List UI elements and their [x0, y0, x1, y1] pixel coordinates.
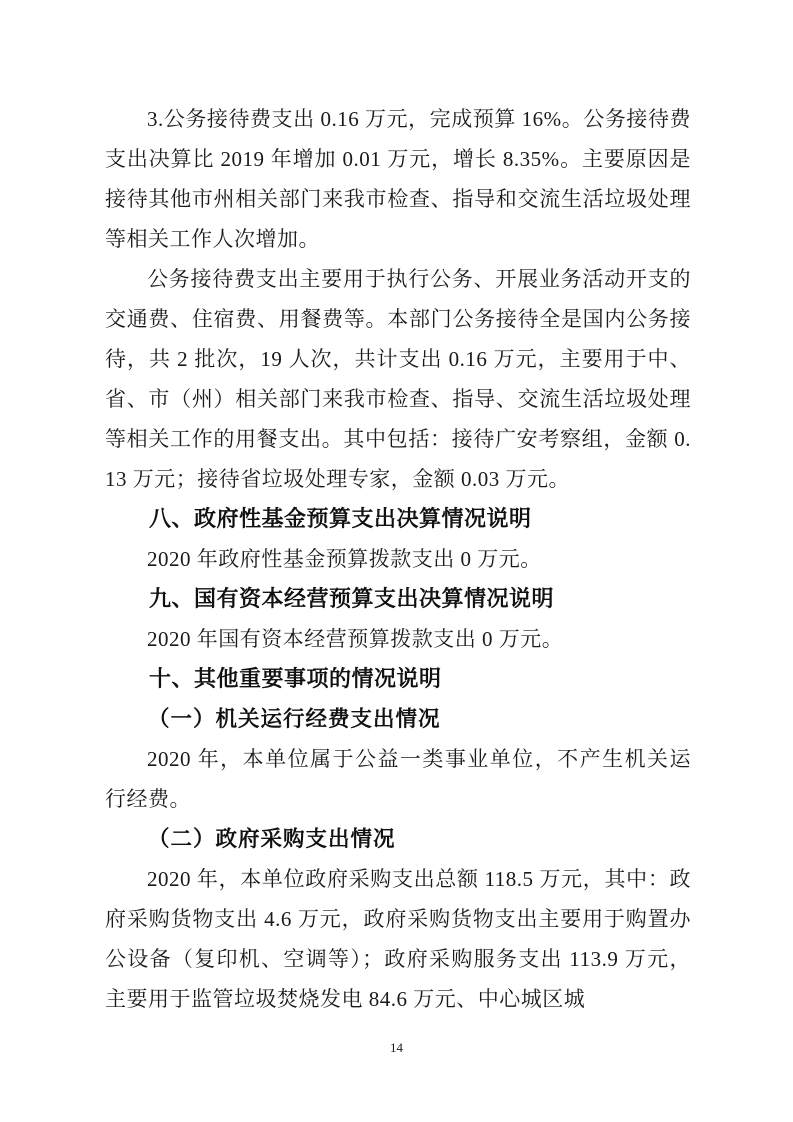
para-gov-procurement: 2020 年，本单位政府采购支出总额 118.5 万元，其中：政府采购货物支出 4.6 万元，政府采购货物支出主要用于购置办公设备（复印机、空调等）；政府采购服务支出 113.9 万元，主要用于监管垃圾焚烧发电 84.6 万元、中心城区城 [105, 867, 691, 1011]
para-official-reception-usage: 公务接待费支出主要用于执行公务、开展业务活动开支的交通费、住宿费、用餐费等。本部门公务接待全是国内公务接待，共 2 批次，19 人次，共计支出 0.16 万元，主要用于中、省、市（州）相关部门来我市检查、指导、交流生活垃圾处理等相关工作的用餐支出。其中包括：接待广安考察组，金额 0.13 万元；接待省垃圾处理专家，金额 0.03 万元。 [105, 267, 691, 491]
document-content [105, 99, 691, 1019]
subheading-agency-operating-cost: （一）机关运行经费支出情况 [148, 707, 441, 731]
page-number: 14 [390, 1040, 403, 1055]
subheading-gov-procurement: （二）政府采购支出情况 [148, 827, 396, 851]
heading-section-9-state-capital-budget: 九、国有资本经营预算支出决算情况说明 [149, 586, 555, 611]
heading-section-10-other-important-matters: 十、其他重要事项的情况说明 [149, 666, 442, 691]
heading-section-8-gov-fund-budget: 八、政府性基金预算支出决算情况说明 [149, 506, 532, 531]
para-agency-operating-cost: 2020 年，本单位属于公益一类事业单位，不产生机关运行经费。 [105, 747, 691, 811]
para-state-capital-expenditure: 2020 年国有资本经营预算拨款支出 0 万元。 [147, 627, 564, 651]
para-gov-fund-expenditure: 2020 年政府性基金预算拨款支出 0 万元。 [147, 547, 542, 571]
para-official-reception-stats: 3.公务接待费支出 0.16 万元，完成预算 16%。公务接待费支出决算比 2019 年增加 0.01 万元，增长 8.35%。主要原因是接待其他市州相关部门来我市检查、指导和交流生活垃圾处理等相关工作人次增加。 [105, 107, 691, 251]
